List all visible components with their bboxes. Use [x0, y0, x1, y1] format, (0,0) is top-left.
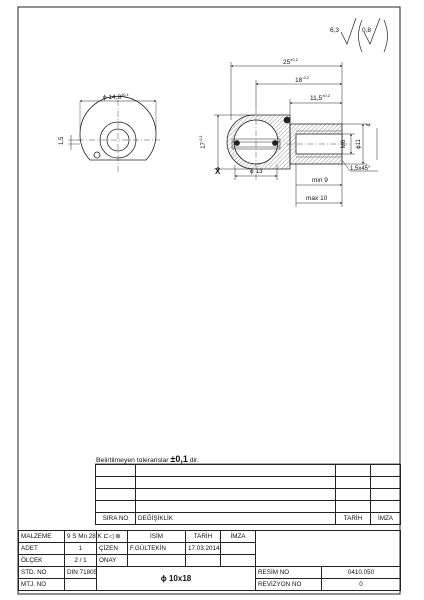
dim-18-tol: -0,2 [302, 75, 310, 80]
col-imza: İMZA [371, 513, 401, 525]
col-tarih: TARİH [336, 513, 371, 525]
dim-11-5-value: 11,5 [310, 95, 323, 103]
outer-diameter-label: ϕ11 [355, 139, 362, 149]
projection-symbol: ⊏◁ ⊕ [97, 531, 128, 543]
tolerance-note-value: ±0,1 [170, 454, 188, 464]
std-no-value: DIN 71805 [65, 567, 97, 579]
std-no-label: STD. NO [19, 567, 65, 579]
min-9-label: min 9 [312, 177, 328, 184]
logo-area [256, 531, 401, 567]
imza-label: İMZA [221, 531, 256, 543]
dim-17-tol: -0,1 [197, 135, 203, 143]
malzeme-label: MALZEME [19, 531, 65, 543]
tolerance-note-prefix: Belirtilmeyen toleranslar [96, 457, 171, 464]
resim-no-label: RESİM NO [256, 567, 322, 579]
revision-row [96, 477, 401, 489]
dim-11-5-label [310, 94, 330, 103]
roughness-main: 6,3 [330, 27, 340, 34]
col-degisiklik: DEĞİŞİKLİK [136, 513, 336, 525]
front-diameter-value: ϕ 14,8 [103, 94, 122, 102]
end-4-label: 4 [366, 123, 373, 127]
revision-row [96, 465, 401, 477]
revision-header-row [96, 513, 401, 525]
revision-table [95, 464, 401, 525]
dim-17-value: 17 [200, 142, 207, 149]
dim-25-label [283, 58, 298, 67]
cizen-label: ÇİZEN [97, 543, 128, 555]
dim-18-value: 18 [295, 77, 303, 85]
revision-row [96, 501, 401, 513]
onay-label: ONAY [97, 555, 128, 567]
olcek-value: 2 / 1 [65, 555, 97, 567]
adet-label: ADET [19, 543, 65, 555]
revizyon-value: 0 [322, 579, 401, 591]
front-diameter-tol: ±0,1 [121, 92, 129, 97]
revision-row [96, 489, 401, 501]
part-title: ϕ 10x18 [97, 567, 256, 591]
cizen-date: 17.03.2014 [186, 543, 221, 555]
datum-x-label: X [215, 167, 221, 176]
olcek-label: ÖLÇEK [19, 555, 65, 567]
roughness-paren: 0,8 [362, 27, 372, 34]
front-diameter-label [103, 93, 129, 102]
tarih-label: TARİH [186, 531, 221, 543]
resim-no-value: 0410.050 [322, 567, 401, 579]
roughness-symbol [341, 18, 388, 52]
tolerance-note-suffix: dir. [187, 457, 199, 464]
thread-label: M6 [341, 139, 348, 149]
cizen-name: F.GÜLTEKİN [128, 543, 186, 555]
malzeme-value: 9 S Mn 28 K [65, 531, 97, 543]
mtj-no-label: MTJ. NO [19, 579, 65, 591]
front-view [68, 96, 160, 172]
revizyon-label: REVİZYON NO [256, 579, 322, 591]
chamfer-label: 1,5x45° [350, 166, 371, 172]
adet-value: 1 [65, 543, 97, 555]
dim-25-tol: ±0,2 [290, 57, 298, 62]
isim-label: İSİM [128, 531, 186, 543]
dim-18-label [295, 76, 309, 85]
dim-11-5-tol: ±0,2 [322, 93, 330, 98]
col-sira-no: SIRA NO [96, 513, 136, 525]
dim-17-label [199, 135, 207, 149]
dim-25-value: 25 [283, 59, 291, 67]
max-10-label: max 10 [306, 195, 328, 202]
front-offset-label: 1,5 [59, 136, 66, 146]
ball-diameter-label: ϕ 13 [250, 168, 263, 175]
title-block [18, 530, 401, 591]
